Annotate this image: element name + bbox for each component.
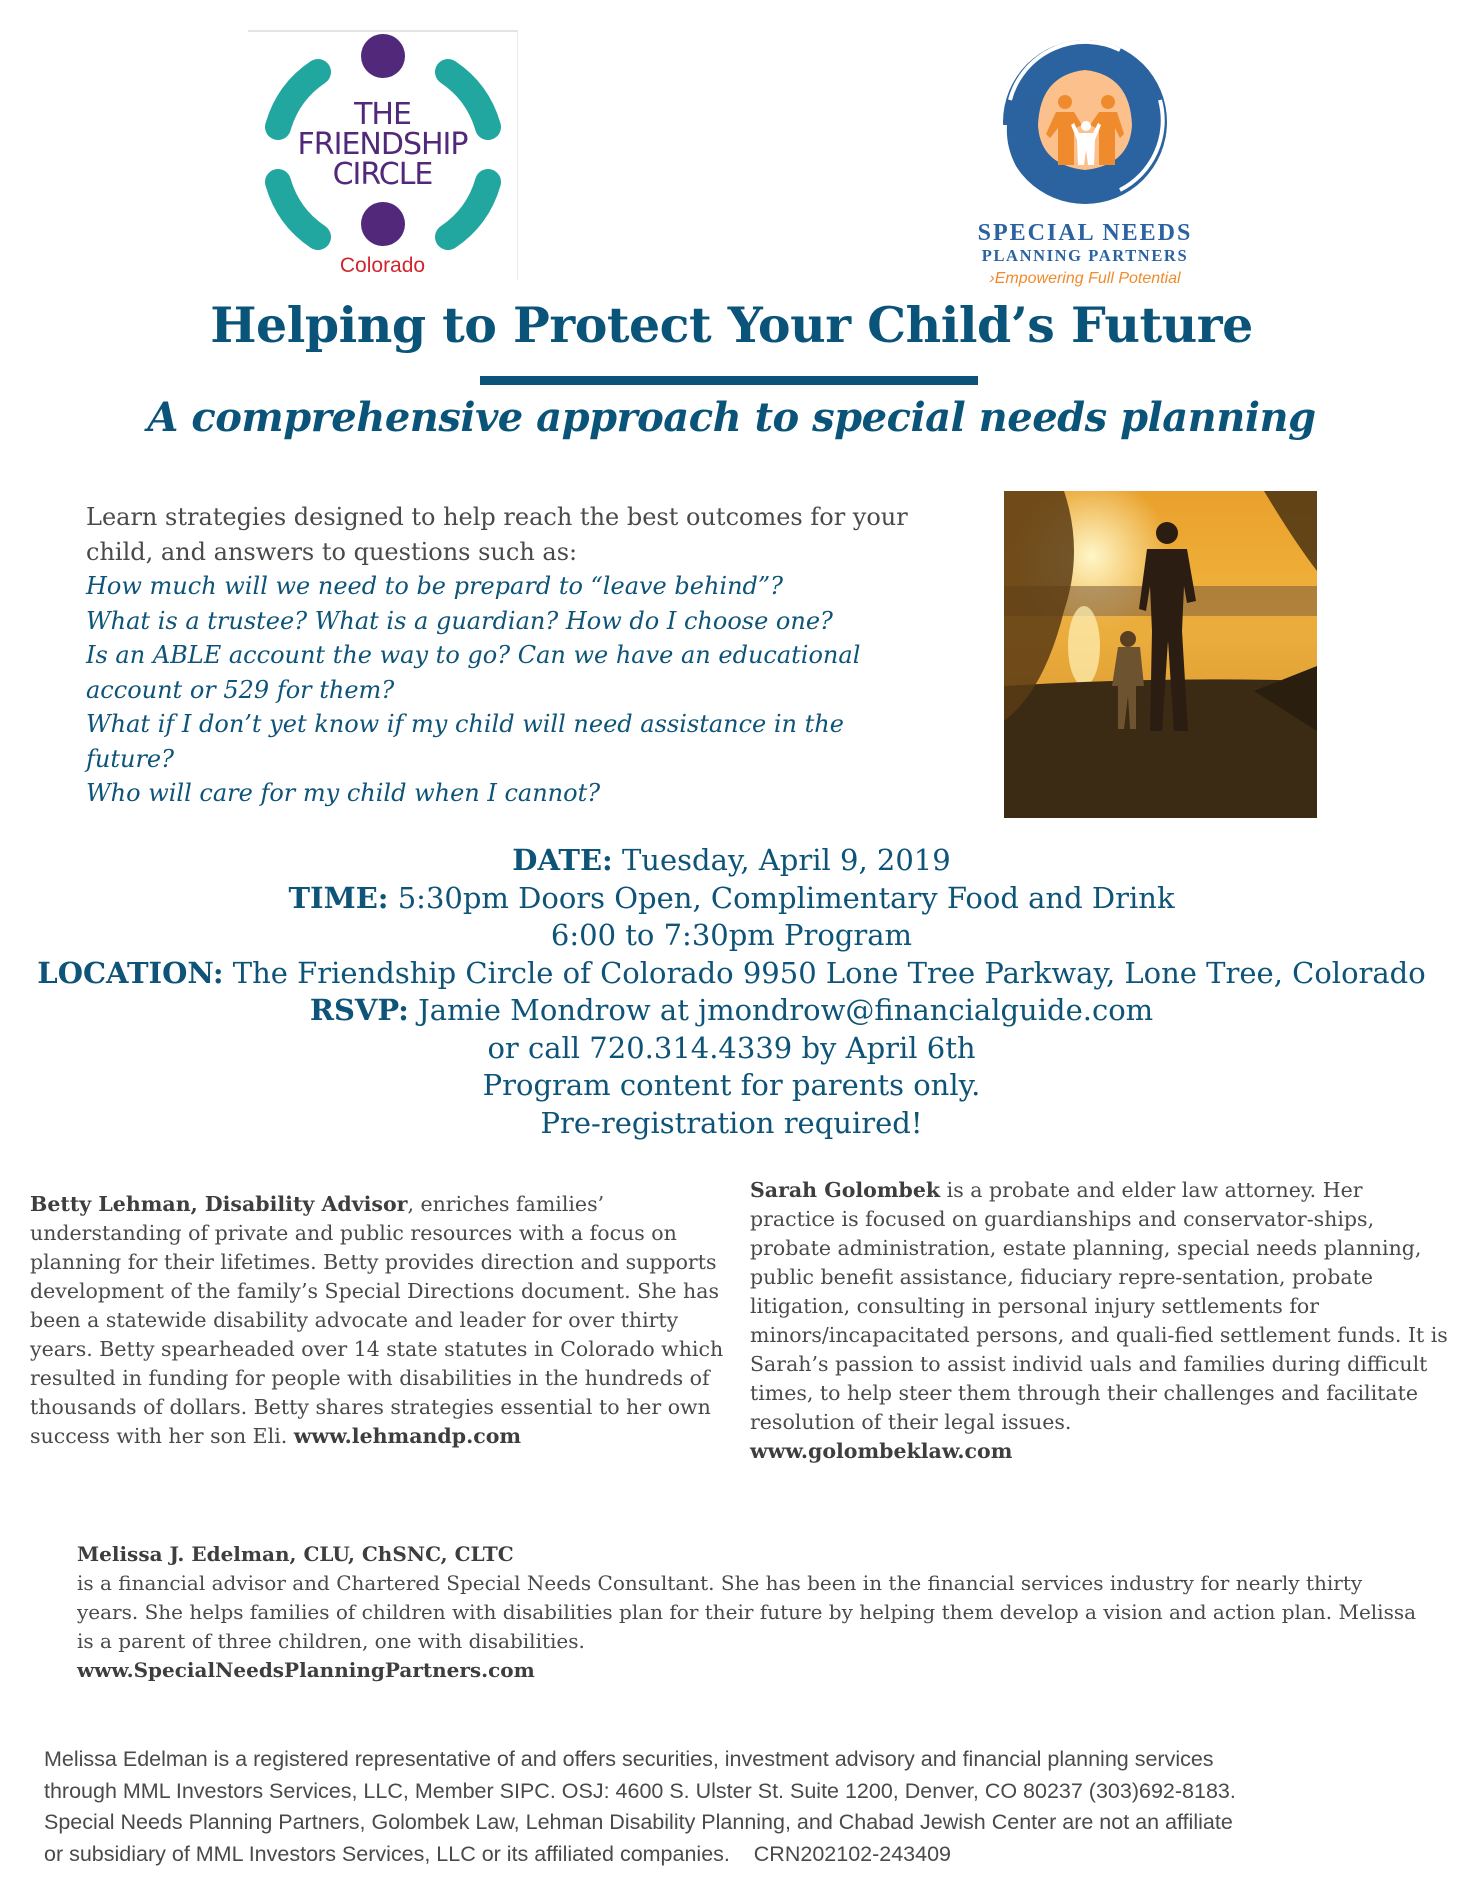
time-value: 5:30pm Doors Open, Complimentary Food and Drink (388, 880, 1175, 915)
bio-melissa-edelman (77, 1540, 1417, 1685)
title-divider (480, 376, 978, 385)
event-rsvp (0, 992, 1463, 1030)
snpp-name-line1: SPECIAL NEEDS (977, 220, 1193, 246)
location-value: The Friendship Circle of Colorado 9950 Lone Tree Parkway, Lone Tree, Colorado (223, 955, 1426, 990)
event-time-program: 6:00 to 7:30pm Program (550, 918, 913, 952)
legal-disclaimer (44, 1744, 1444, 1870)
friendship-circle-region: Colorado (339, 254, 426, 277)
time-label: TIME: (288, 880, 389, 915)
bio-website-link[interactable]: www.SpecialNeedsPlanningPartners.com (77, 1658, 535, 1682)
snpp-logo (955, 30, 1215, 290)
father-child-sunset-image-icon (1004, 491, 1317, 818)
disclaimer-line: or subsidiary of MML Investors Services, LLC or its affiliated companies. CRN202102-243409 (44, 1841, 952, 1866)
bio-betty-lehman (30, 1190, 740, 1451)
sunset-family-photo (1004, 491, 1317, 818)
event-date (0, 842, 1463, 880)
question-item: How much will we need to be prepard to “leave behind”? (86, 572, 784, 600)
snpp-tagline: ›Empowering Full Potential (989, 270, 1181, 287)
bio-website-link[interactable]: www.lehmandp.com (293, 1424, 522, 1448)
disclaimer-line: Special Needs Planning Partners, Golombek Law, Lehman Disability Planning, and Chabad Jewish Center are not an affiliate (44, 1810, 1233, 1834)
friendship-circle-title-line3: CIRCLE (332, 157, 433, 192)
bio-text: is a probate and elder law attorney. Her practice is focused on guardianships and conservator-ships, probate administration, estate planning, special needs planning, public benefit assistance, fiduciary repre-sentation, probate litigation, consulting in personal injury settlements for minors/incapacitated persons, and quali-fied settlement funds. It is Sarah’s passion to assist individ uals and families during difficult times, to help steer them through their challenges and facilitate resolution of their legal issues. (750, 1178, 1448, 1434)
bio-text: is a financial advisor and Chartered Special Needs Consultant. She has been in the financial services industry for nearly thirty years. She helps families of children with disabilities plan for their future by helping them develop a vision and action plan. Melissa is a parent of three children, one with disabilities. (77, 1571, 1417, 1653)
rsvp-label: RSVP: (309, 993, 409, 1027)
bio-text: , enriches families’ understanding of private and public resources with a focus on planning for their lifetimes. Betty provides direction and supports development of the family’s Special Directions document. She has been a statewide disability advocate and leader for over thirty years. Betty spearheaded over 14 state statutes in Colorado which resulted in funding for people with disabilities in the hundreds of thousands of dollars. Betty shares strategies essential to her own success with her son Eli. (30, 1192, 724, 1448)
question-item: Is an ABLE account the way to go? Can we have an educational account or 529 for them? (86, 641, 861, 704)
bio-sarah-golombek (750, 1176, 1450, 1466)
friendship-circle-logo (248, 30, 518, 280)
question-item: What is a trustee? What is a guardian? How do I choose one? (86, 606, 833, 635)
question-item: Who will care for my child when I cannot? (86, 779, 601, 807)
bio-website-link[interactable]: www.golombeklaw.com (750, 1439, 1013, 1463)
rsvp-phone: or call 720.314.4339 by April 6th (487, 1030, 976, 1065)
family-circle-emblem-icon (970, 30, 1200, 215)
event-location (0, 955, 1463, 993)
friendship-circle-title-line2: FRIENDSHIP (297, 127, 468, 162)
intro-section (86, 500, 966, 811)
rsvp-value[interactable]: Jamie Mondrow at jmondrow@financialguide.com (408, 993, 1154, 1027)
date-value: Tuesday, April 9, 2019 (612, 843, 951, 877)
friendship-circle-title-line1: THE (354, 97, 411, 132)
question-item: What if I don’t yet know if my child will need assistance in the future? (86, 710, 844, 773)
page-title: Helping to Protect Your Child’s Future (210, 296, 1253, 354)
event-time (0, 880, 1463, 918)
bio-name: Melissa J. Edelman, CLU, ChSNC, CLTC (77, 1542, 514, 1566)
disclaimer-line: through MML Investors Services, LLC, Member SIPC. OSJ: 4600 S. Ulster St. Suite 1200, Denver, CO 80237 (303)692-8183. (44, 1778, 1236, 1803)
disclaimer-line: Melissa Edelman is a registered representative of and offers securities, investment advisory and financial planning services (44, 1747, 1214, 1771)
parents-only-note: Program content for parents only. (482, 1068, 981, 1102)
bio-name: Betty Lehman, Disability Advisor (30, 1192, 408, 1216)
pre-registration-note: Pre-registration required! (540, 1105, 923, 1140)
date-label: DATE: (512, 843, 613, 877)
snpp-name-line2: PLANNING PARTNERS (981, 246, 1189, 265)
bio-name: Sarah Golombek (750, 1178, 941, 1202)
intro-lead: Learn strategies designed to help reach the best outcomes for your child, and answers to questions such as: (86, 503, 908, 566)
event-details (0, 842, 1463, 1142)
page-subtitle: A comprehensive approach to special needs planning (147, 394, 1316, 441)
location-label: LOCATION: (37, 955, 224, 990)
